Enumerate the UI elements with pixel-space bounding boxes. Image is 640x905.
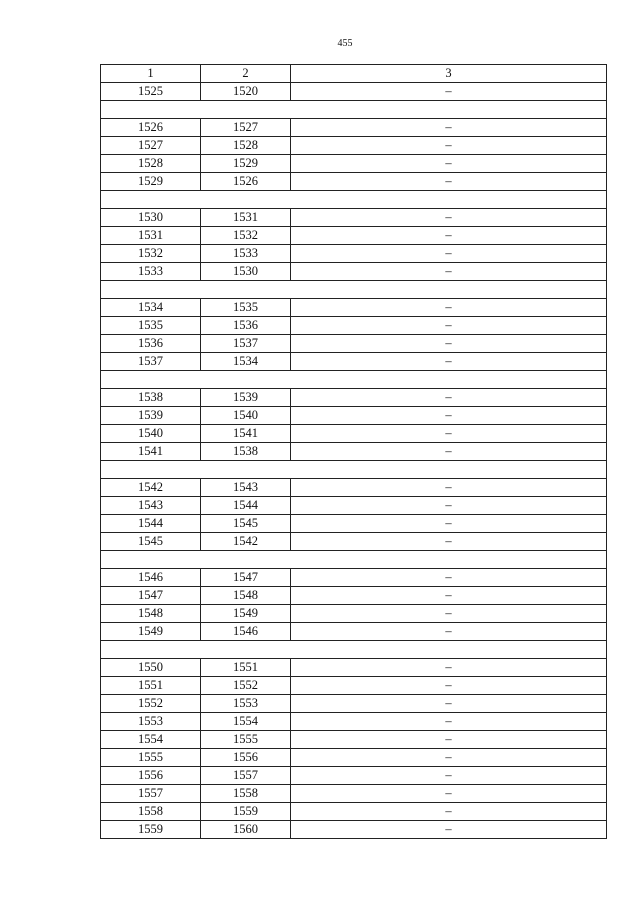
table-row <box>101 137 607 155</box>
table-cell-col3: – <box>291 155 607 173</box>
table-row <box>101 659 607 677</box>
table-row <box>101 767 607 785</box>
table-cell-col3: – <box>291 695 607 713</box>
table-row <box>101 83 607 101</box>
table-cell-col2: 1560 <box>201 821 291 839</box>
table-row <box>101 497 607 515</box>
table-cell-col3: – <box>291 587 607 605</box>
table-cell-col3: – <box>291 227 607 245</box>
table-cell-col1: 1542 <box>101 479 201 497</box>
table-cell-col2: 1545 <box>201 515 291 533</box>
separator-cell <box>101 101 607 119</box>
separator-cell <box>101 461 607 479</box>
table-cell-col2: 1541 <box>201 425 291 443</box>
table-cell-col1: 1541 <box>101 443 201 461</box>
table-cell-col2: 1528 <box>201 137 291 155</box>
table-cell-col2: 1544 <box>201 497 291 515</box>
table-row <box>101 227 607 245</box>
table-cell-col3: – <box>291 389 607 407</box>
table-cell-col2: 1537 <box>201 335 291 353</box>
separator-row <box>101 371 607 389</box>
table-row <box>101 209 607 227</box>
table-row <box>101 605 607 623</box>
table-cell-col2: 1530 <box>201 263 291 281</box>
table-cell-col2: 1549 <box>201 605 291 623</box>
table-cell-col1: 1535 <box>101 317 201 335</box>
table-cell-col2: 1556 <box>201 749 291 767</box>
table-row <box>101 821 607 839</box>
table-cell-col1: 1529 <box>101 173 201 191</box>
table-cell-col2: 1527 <box>201 119 291 137</box>
table-cell-col3: – <box>291 677 607 695</box>
table-cell-col1: 1544 <box>101 515 201 533</box>
header-cell-3: 3 <box>291 65 607 83</box>
table-cell-col1: 1556 <box>101 767 201 785</box>
table-row <box>101 479 607 497</box>
table-cell-col3: – <box>291 803 607 821</box>
table-row <box>101 515 607 533</box>
table-cell-col2: 1538 <box>201 443 291 461</box>
table-cell-col2: 1535 <box>201 299 291 317</box>
table-cell-col3: – <box>291 749 607 767</box>
table-row <box>101 353 607 371</box>
separator-row <box>101 281 607 299</box>
table-cell-col2: 1555 <box>201 731 291 749</box>
table-row <box>101 695 607 713</box>
table-cell-col2: 1536 <box>201 317 291 335</box>
table-cell-col2: 1520 <box>201 83 291 101</box>
table-cell-col3: – <box>291 335 607 353</box>
table-cell-col3: – <box>291 479 607 497</box>
table-cell-col2: 1539 <box>201 389 291 407</box>
page-number: 455 <box>337 38 353 49</box>
table-cell-col2: 1529 <box>201 155 291 173</box>
table-cell-col1: 1558 <box>101 803 201 821</box>
table-row <box>101 245 607 263</box>
separator-row <box>101 101 607 119</box>
table-cell-col1: 1546 <box>101 569 201 587</box>
table-cell-col2: 1558 <box>201 785 291 803</box>
table-row <box>101 263 607 281</box>
table-cell-col1: 1555 <box>101 749 201 767</box>
table-cell-col1: 1540 <box>101 425 201 443</box>
table-cell-col1: 1536 <box>101 335 201 353</box>
table-cell-col2: 1548 <box>201 587 291 605</box>
table-cell-col1: 1549 <box>101 623 201 641</box>
table-cell-col3: – <box>291 731 607 749</box>
separator-cell <box>101 281 607 299</box>
table-row <box>101 389 607 407</box>
table-cell-col2: 1551 <box>201 659 291 677</box>
table-row <box>101 677 607 695</box>
table-cell-col3: – <box>291 659 607 677</box>
table-cell-col3: – <box>291 353 607 371</box>
separator-row <box>101 191 607 209</box>
table-cell-col3: – <box>291 407 607 425</box>
table-cell-col3: – <box>291 821 607 839</box>
table-cell-col1: 1525 <box>101 83 201 101</box>
table-cell-col3: – <box>291 623 607 641</box>
table-cell-col2: 1554 <box>201 713 291 731</box>
table-body <box>101 65 607 839</box>
separator-row <box>101 551 607 569</box>
table-cell-col1: 1532 <box>101 245 201 263</box>
separator-cell <box>101 191 607 209</box>
table-cell-col3: – <box>291 443 607 461</box>
table-cell-col1: 1530 <box>101 209 201 227</box>
table-cell-col3: – <box>291 515 607 533</box>
table-cell-col1: 1533 <box>101 263 201 281</box>
table-cell-col3: – <box>291 605 607 623</box>
table-cell-col2: 1542 <box>201 533 291 551</box>
table-cell-col1: 1551 <box>101 677 201 695</box>
table-cell-col2: 1546 <box>201 623 291 641</box>
table-cell-col3: – <box>291 209 607 227</box>
table-row <box>101 713 607 731</box>
table-cell-col3: – <box>291 425 607 443</box>
table-cell-col1: 1547 <box>101 587 201 605</box>
table-cell-col1: 1539 <box>101 407 201 425</box>
table-row <box>101 119 607 137</box>
header-cell-1: 1 <box>101 65 201 83</box>
table-cell-col2: 1557 <box>201 767 291 785</box>
table-row <box>101 785 607 803</box>
table-cell-col3: – <box>291 317 607 335</box>
table-cell-col1: 1553 <box>101 713 201 731</box>
table-cell-col2: 1532 <box>201 227 291 245</box>
header-cell-2: 2 <box>201 65 291 83</box>
separator-cell <box>101 371 607 389</box>
table-cell-col2: 1553 <box>201 695 291 713</box>
table-cell-col3: – <box>291 83 607 101</box>
table-row <box>101 731 607 749</box>
table-cell-col1: 1538 <box>101 389 201 407</box>
table-cell-col3: – <box>291 785 607 803</box>
table-cell-col2: 1526 <box>201 173 291 191</box>
table-row <box>101 407 607 425</box>
table-cell-col3: – <box>291 119 607 137</box>
table-row <box>101 173 607 191</box>
separator-row <box>101 641 607 659</box>
table-row <box>101 533 607 551</box>
table-row <box>101 623 607 641</box>
table-row <box>101 749 607 767</box>
separator-cell <box>101 641 607 659</box>
table-cell-col1: 1554 <box>101 731 201 749</box>
table-cell-col3: – <box>291 713 607 731</box>
table-cell-col3: – <box>291 767 607 785</box>
separator-row <box>101 461 607 479</box>
table-cell-col1: 1528 <box>101 155 201 173</box>
table-cell-col2: 1559 <box>201 803 291 821</box>
table-row <box>101 569 607 587</box>
table-cell-col1: 1552 <box>101 695 201 713</box>
table-cell-col1: 1550 <box>101 659 201 677</box>
table-cell-col2: 1534 <box>201 353 291 371</box>
table-cell-col3: – <box>291 263 607 281</box>
table-cell-col3: – <box>291 299 607 317</box>
table-header-row <box>101 65 607 83</box>
table-cell-col3: – <box>291 173 607 191</box>
table-row <box>101 803 607 821</box>
table-cell-col2: 1540 <box>201 407 291 425</box>
table-cell-col1: 1548 <box>101 605 201 623</box>
table-cell-col1: 1531 <box>101 227 201 245</box>
table-row <box>101 317 607 335</box>
table-cell-col1: 1534 <box>101 299 201 317</box>
separator-cell <box>101 551 607 569</box>
table-row <box>101 443 607 461</box>
table-row <box>101 299 607 317</box>
table-cell-col3: – <box>291 533 607 551</box>
table-cell-col2: 1547 <box>201 569 291 587</box>
table-cell-col1: 1559 <box>101 821 201 839</box>
table-row <box>101 335 607 353</box>
table-cell-col2: 1531 <box>201 209 291 227</box>
table-cell-col3: – <box>291 245 607 263</box>
table-row <box>101 587 607 605</box>
table-cell-col1: 1545 <box>101 533 201 551</box>
table-row <box>101 425 607 443</box>
table-cell-col2: 1552 <box>201 677 291 695</box>
table-cell-col1: 1537 <box>101 353 201 371</box>
table-cell-col1: 1526 <box>101 119 201 137</box>
table-cell-col3: – <box>291 497 607 515</box>
table-cell-col3: – <box>291 137 607 155</box>
table-row <box>101 155 607 173</box>
data-table <box>100 64 607 839</box>
table-cell-col3: – <box>291 569 607 587</box>
table-cell-col1: 1543 <box>101 497 201 515</box>
table-cell-col2: 1533 <box>201 245 291 263</box>
table-cell-col1: 1557 <box>101 785 201 803</box>
table-cell-col1: 1527 <box>101 137 201 155</box>
table-cell-col2: 1543 <box>201 479 291 497</box>
